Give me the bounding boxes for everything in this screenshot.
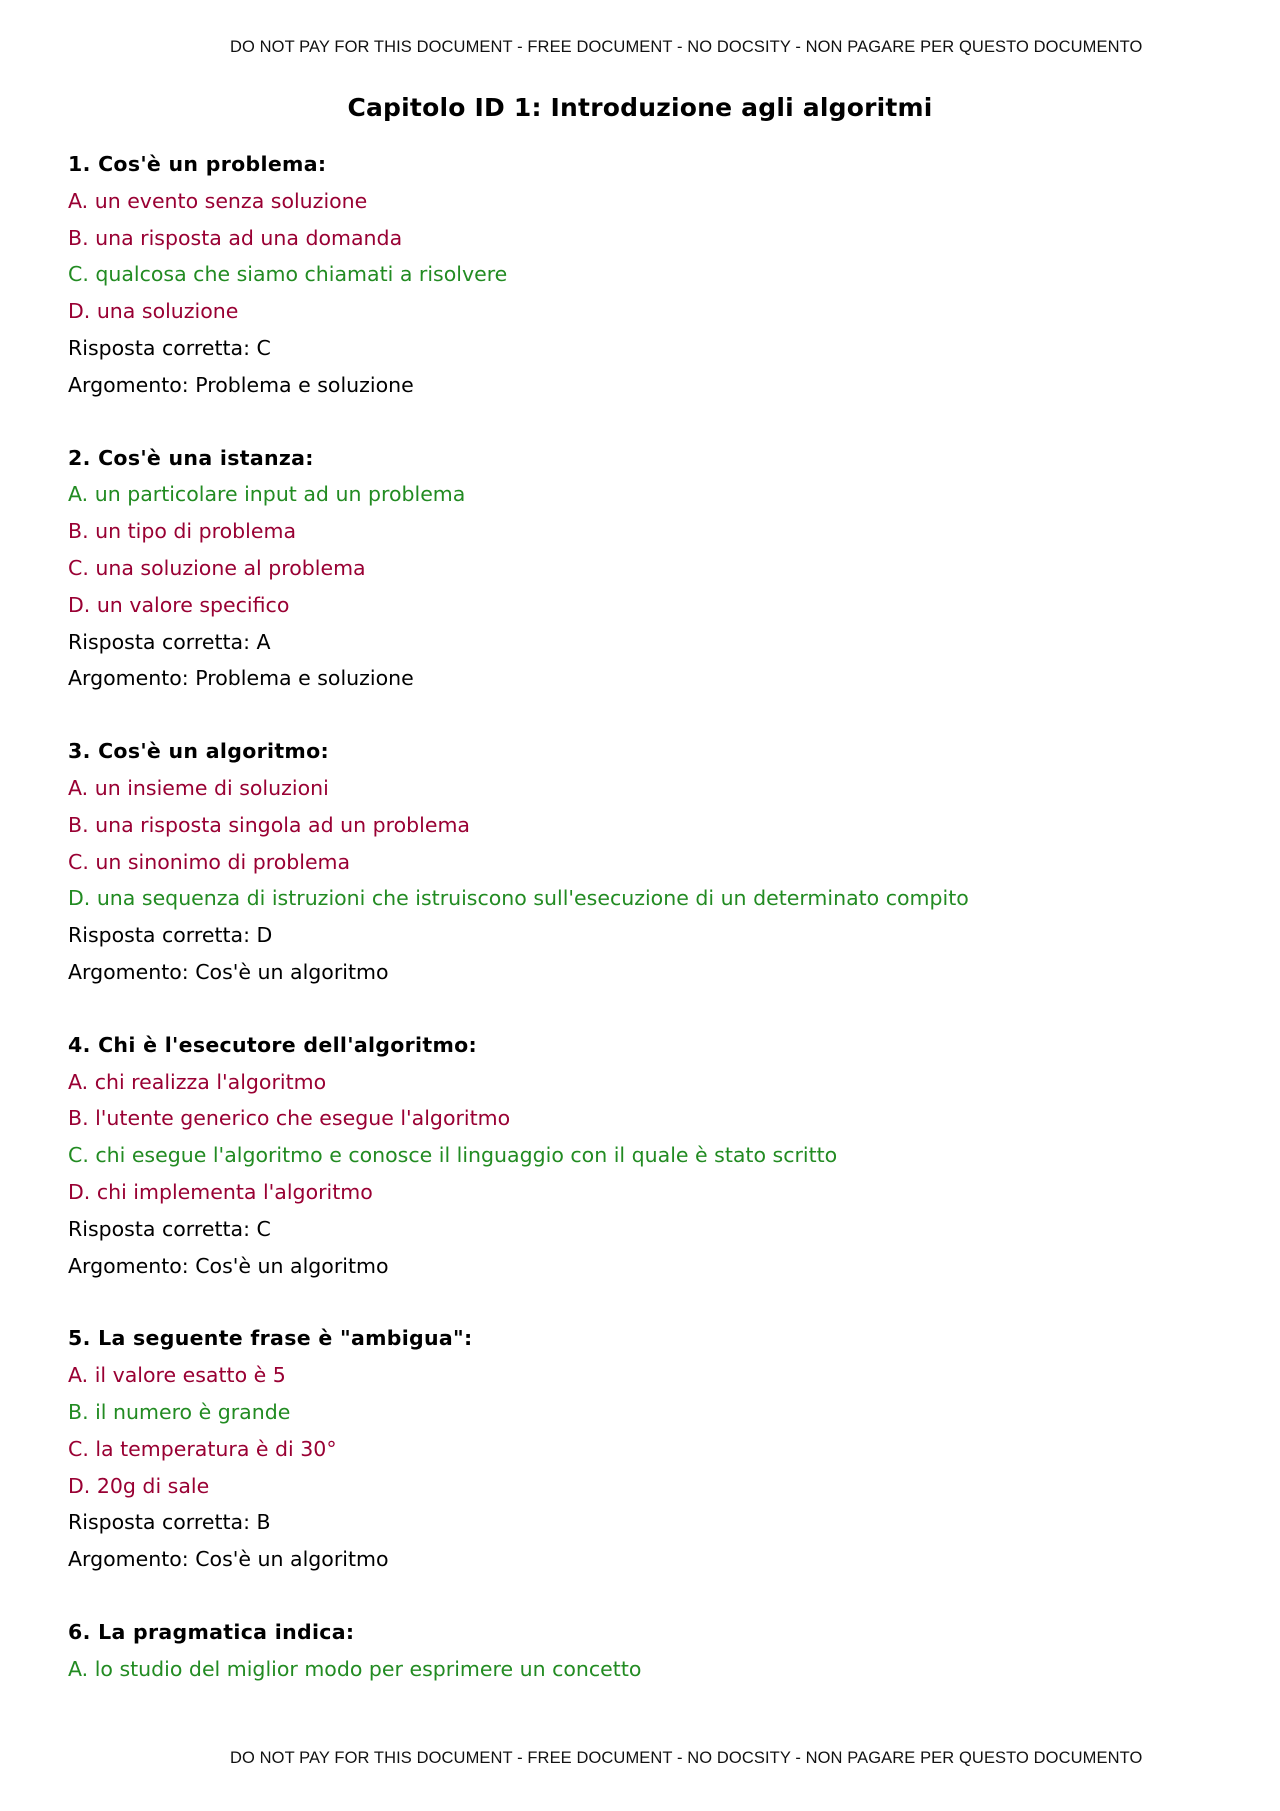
option-b: B. una risposta ad una domanda <box>68 225 403 250</box>
question-6 <box>68 1614 1218 1688</box>
topic: Argomento: Cos'è un algoritmo <box>68 959 389 984</box>
question-3 <box>68 733 1218 991</box>
option-a: A. un insieme di soluzioni <box>68 775 329 800</box>
question-text: 3. Cos'è un algoritmo: <box>68 739 329 764</box>
option-a: A. un evento senza soluzione <box>68 188 368 213</box>
question-4 <box>68 1027 1218 1285</box>
question-2 <box>68 440 1218 698</box>
page-title: Capitolo ID 1: Introduzione agli algoritmi <box>347 93 933 122</box>
topic: Argomento: Cos'è un algoritmo <box>68 1253 389 1278</box>
option-b-correct: B. il numero è grande <box>68 1399 291 1424</box>
correct-answer: Risposta corretta: D <box>68 923 273 948</box>
topic: Argomento: Problema e soluzione <box>68 372 414 397</box>
question-text: 2. Cos'è una istanza: <box>68 445 314 470</box>
topic: Argomento: Problema e soluzione <box>68 666 414 691</box>
option-d: D. un valore specifico <box>68 592 290 617</box>
option-c: C. la temperatura è di 30° <box>68 1436 337 1461</box>
option-d: D. una soluzione <box>68 299 239 324</box>
option-a-correct: A. lo studio del miglior modo per esprimere un concetto <box>68 1656 642 1681</box>
question-text: 5. La seguente frase è "ambigua": <box>68 1326 473 1351</box>
option-c-correct: C. qualcosa che siamo chiamati a risolvere <box>68 262 508 287</box>
header-banner-text: DO NOT PAY FOR THIS DOCUMENT - FREE DOCUMENT - NO DOCSITY - NON PAGARE PER QUESTO DOCUMENTO <box>230 38 1143 56</box>
option-c-correct: C. chi esegue l'algoritmo e conosce il linguaggio con il quale è stato scritto <box>68 1143 838 1168</box>
question-text: 6. La pragmatica indica: <box>68 1619 355 1644</box>
question-text: 4. Chi è l'esecutore dell'algoritmo: <box>68 1032 478 1057</box>
option-a: A. chi realizza l'algoritmo <box>68 1069 327 1094</box>
question-list <box>68 146 1218 1723</box>
question-5 <box>68 1320 1218 1578</box>
footer-banner-text: DO NOT PAY FOR THIS DOCUMENT - FREE DOCUMENT - NO DOCSITY - NON PAGARE PER QUESTO DOCUMENTO <box>230 1749 1143 1767</box>
option-b: B. una risposta singola ad un problema <box>68 812 470 837</box>
option-d-correct: D. una sequenza di istruzioni che istruiscono sull'esecuzione di un determinato compito <box>68 886 969 911</box>
option-d: D. chi implementa l'algoritmo <box>68 1179 373 1204</box>
question-text: 1. Cos'è un problema: <box>68 152 327 176</box>
option-c: C. un sinonimo di problema <box>68 849 351 874</box>
question-1 <box>68 146 1218 404</box>
option-b: B. l'utente generico che esegue l'algoritmo <box>68 1106 511 1131</box>
option-a-correct: A. un particolare input ad un problema <box>68 482 466 507</box>
option-b: B. un tipo di problema <box>68 519 297 544</box>
option-a: A. il valore esatto è 5 <box>68 1363 286 1388</box>
correct-answer: Risposta corretta: B <box>68 1510 271 1535</box>
option-d: D. 20g di sale <box>68 1473 210 1498</box>
topic: Argomento: Cos'è un algoritmo <box>68 1547 389 1572</box>
correct-answer: Risposta corretta: C <box>68 335 271 360</box>
correct-answer: Risposta corretta: A <box>68 629 271 654</box>
option-c: C. una soluzione al problema <box>68 555 366 580</box>
correct-answer: Risposta corretta: C <box>68 1216 271 1241</box>
